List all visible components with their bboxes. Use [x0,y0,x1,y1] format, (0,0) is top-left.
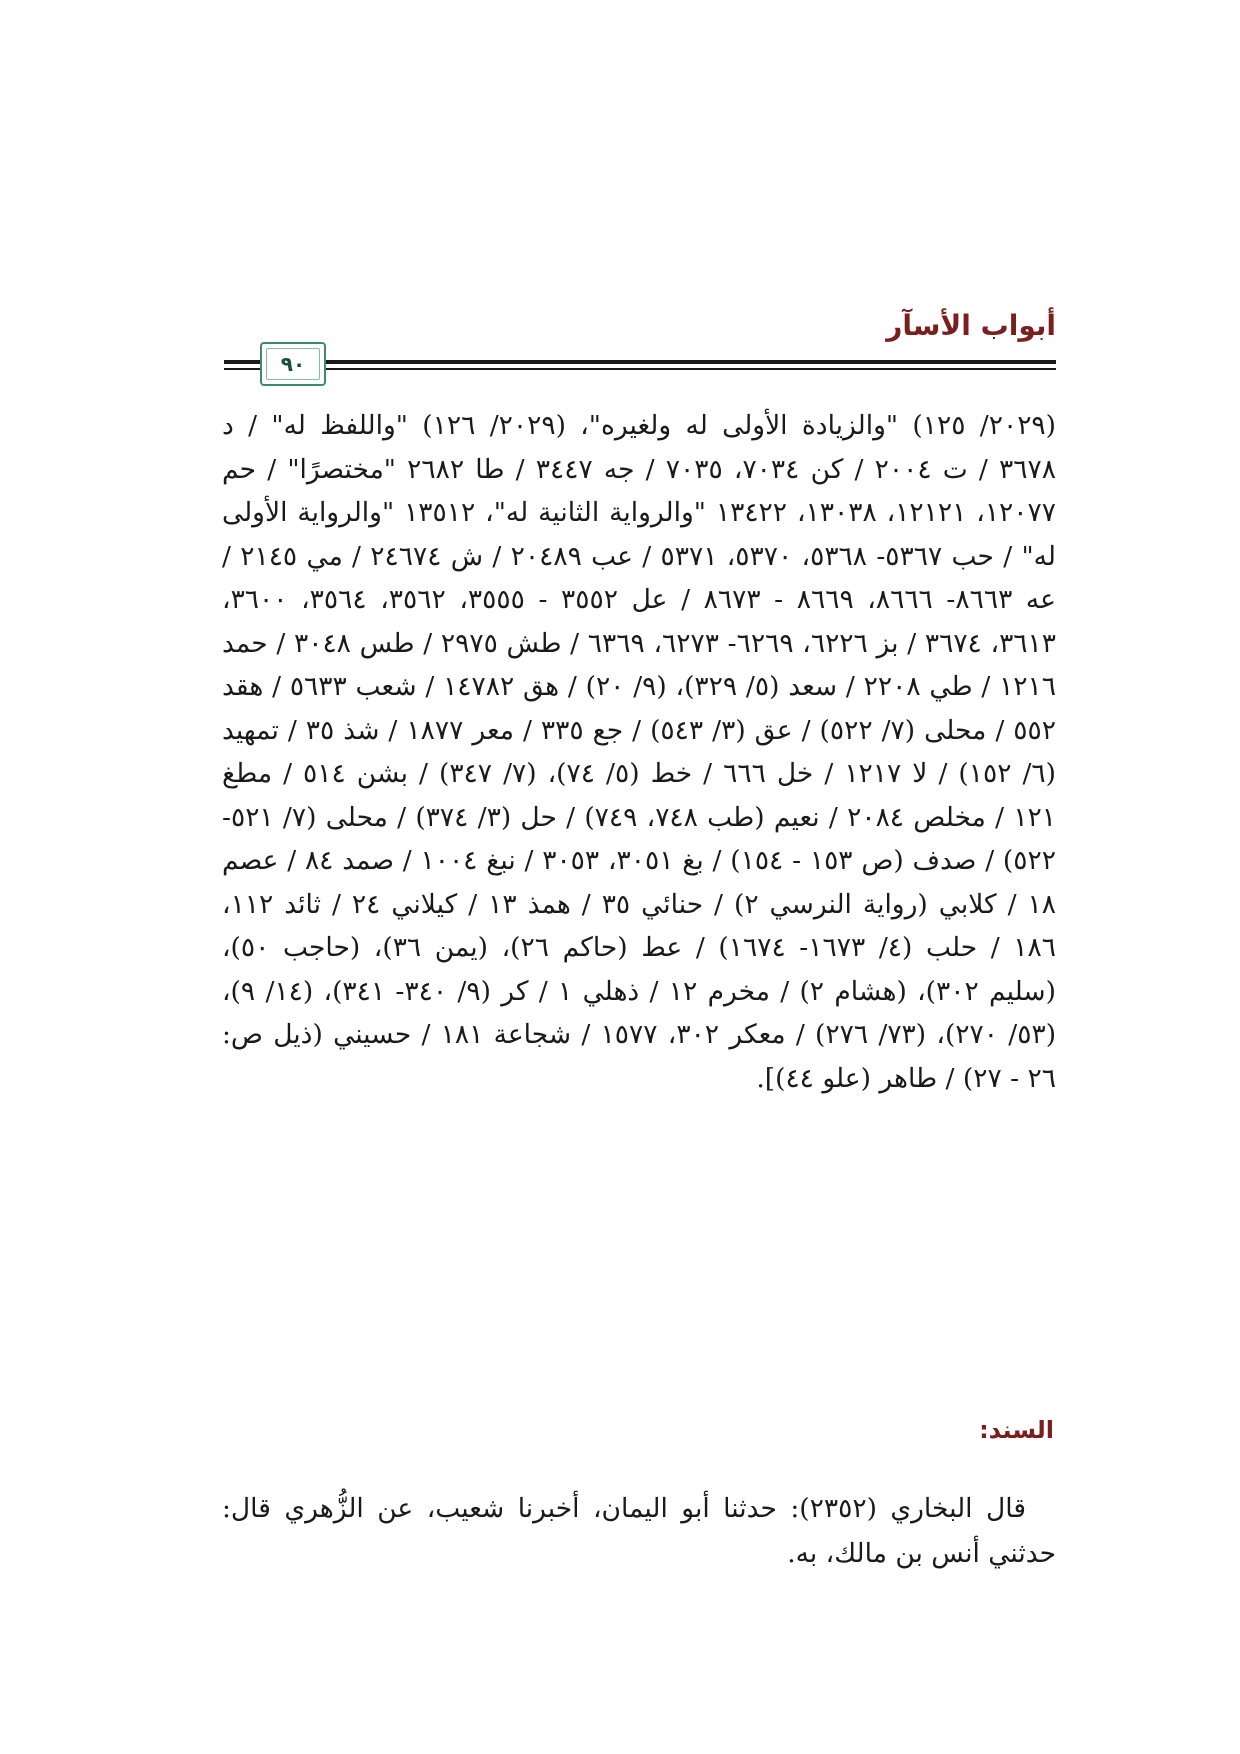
header-rule-thick [224,360,1056,364]
sanad-block [222,1486,1056,1576]
references-text: (٢٠٢٩/ ١٢٥) "والزيادة الأولى له ولغيره"، (٢٠٢٩/ ١٢٦) "واللفظ له" / د ٣٦٧٨ / ت ٢٠٠٤ / كن ٧٠٣٤، ٧٠٣٥ / جه ٣٤٤٧ / طا ٢٦٨٢ "مختصرًا" / حم ١٢٠٧٧، ١٢١٢١، ١٣٠٣٨، ١٣٤٢٢ "والرواية الثانية له"، ١٣٥١٢ "والرواية الأولى له" / حب ٥٣٦٧- ٥٣٦٨، ٥٣٧٠، ٥٣٧١ / عب ٢٠٤٨٩ / ش ٢٤٦٧٤ / مي ٢١٤٥ / عه ٨٦٦٣- ٨٦٦٦، ٨٦٦٩ - ٨٦٧٣ / عل ٣٥٥٢ - ٣٥٥٥، ٣٥٦٢، ٣٥٦٤، ٣٦٠٠، ٣٦١٣، ٣٦٧٤ / بز ٦٢٢٦، ٦٢٦٩- ٦٢٧٣، ٦٣٦٩ / طش ٢٩٧٥ / طس ٣٠٤٨ / حمد ١٢١٦ / طي ٢٢٠٨ / سعد (٥/ ٣٢٩)، (٩/ ٢٠) / هق ١٤٧٨٢ / شعب ٥٦٣٣ / هقد ٥٥٢ / محلى (٧/ ٥٢٢) / عق (٣/ ٥٤٣) / جع ٣٣٥ / معر ١٨٧٧ / شذ ٣٥ / تمهيد (٦/ ١٥٢) / لا ١٢١٧ / خل ٦٦٦ / خط (٥/ ٧٤)، (٧/ ٣٤٧) / بشن ٥١٤ / مطغ ١٢١ / مخلص ٢٠٨٤ / نعيم (طب ٧٤٨، ٧٤٩) / حل (٣/ ٣٧٤) / محلى (٧/ ٥٢١- ٥٢٢) / صدف (ص ١٥٣ - ١٥٤) / بغ ٣٠٥١، ٣٠٥٣ / نبغ ١٠٠٤ / صمد ٨٤ / عصم ١٨ / كلابي (رواية النرسي ٢) / حنائي ٣٥ / همذ ١٣ / كيلاني ٢٤ / ثائد ١١٢، ١٨٦ / حلب (٤/ ١٦٧٣- ١٦٧٤) / عط (حاكم ٢٦)، (يمن ٣٦)، (حاجب ٥٠)، (سليم ٣٠٢)، (هشام ٢) / مخرم ١٢ / ذهلي ١ / كر (٩/ ٣٤٠- ٣٤١)، (١٤/ ٩)، (٥٣/ ٢٧٠)، (٧٣/ ٢٧٦) / معكر ٣٠٢، ١٥٧٧ / شجاعة ١٨١ / حسيني (ذيل ص: ٢٦ - ٢٧) / طاهر (علو ٤٤)]. [222,410,1057,1094]
sanad-heading: السند: [979,1416,1054,1444]
sanad-text: قال البخاري (٢٣٥٢): حدثنا أبو اليمان، أخبرنا شعيب، عن الزُّهري قال: حدثني أنس بن مالك، به. [222,1493,1056,1569]
page-number-badge [260,342,326,386]
header-rule-thin [224,368,1056,370]
book-title: أبواب الأسآر [886,309,1056,342]
page-number: ٩٠ [280,352,306,376]
page-header [224,300,1056,388]
references-block [222,404,1056,1100]
